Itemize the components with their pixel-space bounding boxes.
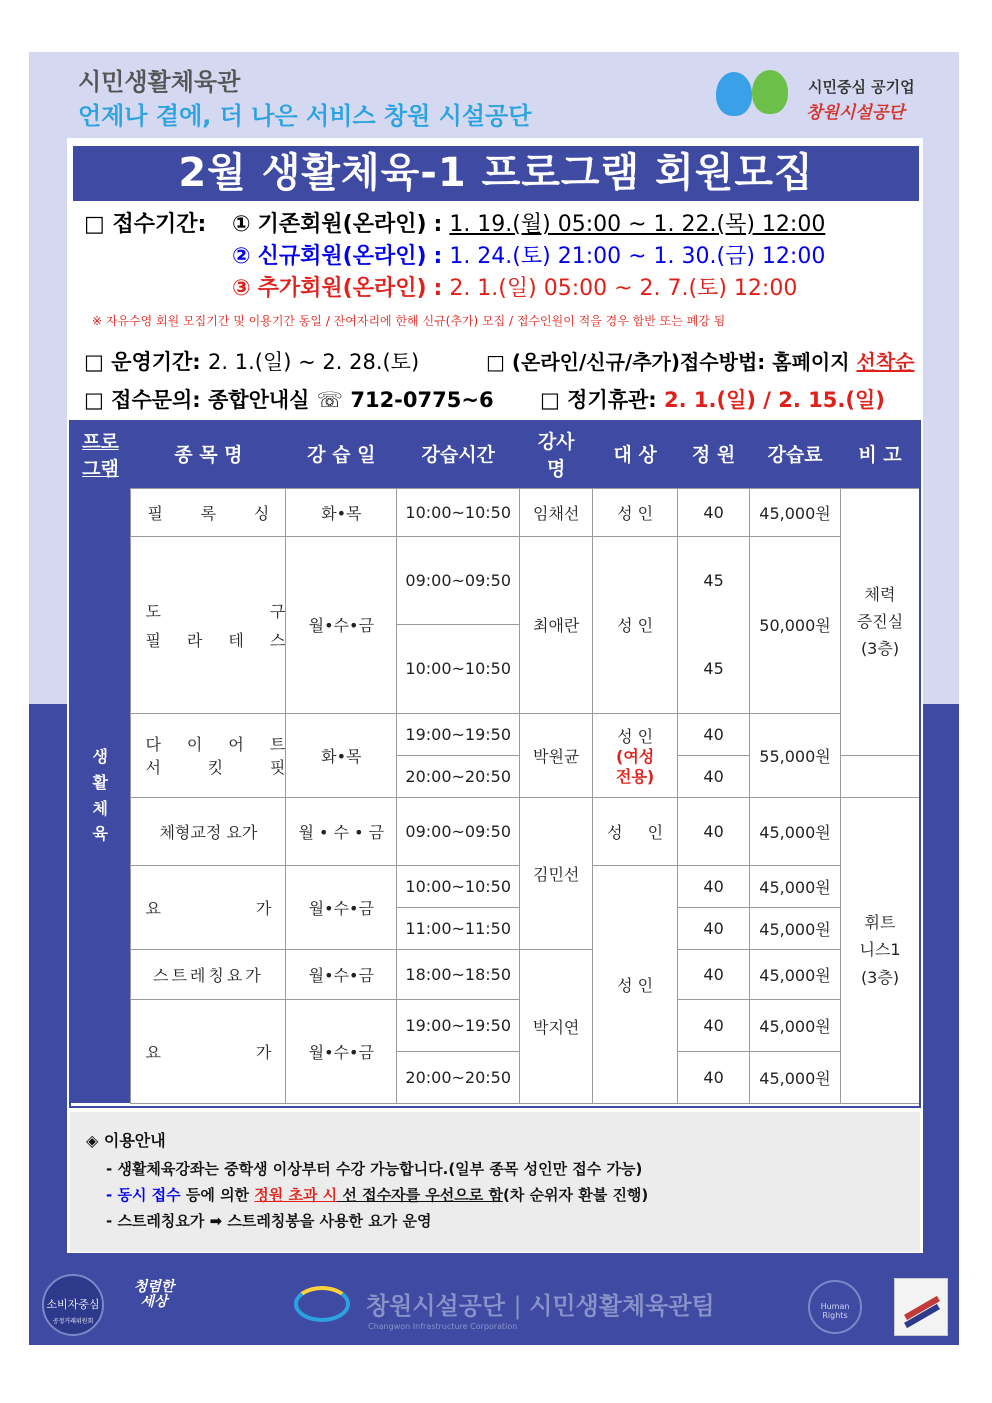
- program-capacity: 45: [678, 536, 750, 624]
- program-teacher: 박원균: [520, 713, 593, 797]
- program-fee: 45,000원: [750, 949, 841, 999]
- program-table: [70, 420, 920, 1104]
- program-name: 도 구 필 라 테 스: [131, 536, 286, 713]
- program-name: 요 가: [131, 999, 286, 1103]
- program-day: 화•목: [286, 488, 397, 536]
- program-name: 체형교정 요가: [131, 797, 286, 865]
- col-time: 강습시간: [397, 420, 520, 488]
- method-line: □ (온라인/신규/추가)접수방법: 홈페이지 선착순: [486, 350, 915, 374]
- slogan: 언제나 곁에, 더 나은 서비스 창원 시설공단: [78, 102, 532, 130]
- table-row: [70, 949, 920, 999]
- col-day: 강 습 일: [286, 420, 397, 488]
- col-name: 종 목 명: [131, 420, 286, 488]
- human-rights-badge: Human Rights: [808, 1280, 862, 1334]
- program-name: 요 가: [131, 865, 286, 949]
- col-remark: 비 고: [841, 420, 920, 488]
- program-fee: 45,000원: [750, 1051, 841, 1103]
- program-name: 스트레칭요가: [131, 949, 286, 999]
- table-row: [70, 536, 920, 624]
- program-time: 20:00~20:50: [397, 1051, 520, 1103]
- program-time: 10:00~10:50: [397, 865, 520, 907]
- program-name: 필 록 싱: [131, 488, 286, 536]
- corp-emblem-icon: [294, 1286, 350, 1322]
- integrity-badge: 청렴한 세상: [133, 1279, 175, 1311]
- program-teacher: 박지연: [520, 949, 593, 1103]
- corp-logo: [712, 62, 922, 132]
- program-fee: 45,000원: [750, 865, 841, 907]
- program-time: 10:00~10:50: [397, 488, 520, 536]
- program-teacher: 임채선: [520, 488, 593, 536]
- program-fee: 45,000원: [750, 488, 841, 536]
- program-time: 19:00~19:50: [397, 713, 520, 755]
- program-day: 월•수•금: [286, 865, 397, 949]
- program-target: 성 인: [593, 488, 678, 536]
- mascot-blue-icon: [716, 72, 752, 116]
- program-target: 성 인 (여성 전용): [593, 713, 678, 797]
- program-time: 09:00~09:50: [397, 797, 520, 865]
- col-capacity: 정 원: [678, 420, 750, 488]
- reception-line-1: ① 기존회원(온라인) : 1. 19.(월) 05:00 ~ 1. 22.(목) 12:00: [232, 212, 826, 237]
- program-time: 10:00~10:50: [397, 624, 520, 713]
- program-capacity: 40: [678, 865, 750, 907]
- program-fee: 45,000원: [750, 797, 841, 865]
- usage-guide: [70, 1112, 920, 1252]
- program-fee: 45,000원: [750, 999, 841, 1051]
- guide-line-3: - 스트레칭요가 ➡ 스트레칭봉을 사용한 요가 운영: [106, 1212, 432, 1230]
- guide-line-2: - 동시 접수 등에 의한 정원 초과 시 선 접수자를 우선으로 함(차 순위자 환불 진행): [106, 1186, 649, 1204]
- program-time: 09:00~09:50: [397, 536, 520, 624]
- program-day: 월 • 수 • 금: [286, 797, 397, 865]
- org-title: 시민생활체육관: [78, 68, 241, 96]
- program-capacity: 40: [678, 488, 750, 536]
- remark-cell: 체력 증진실 (3층): [841, 488, 920, 755]
- inquiry-line: □ 접수문의: 종합안내실 ☏ 712-0775~6: [84, 388, 494, 412]
- table-row: [70, 999, 920, 1051]
- closed-line: □ 정기휴관: 2. 1.(일) / 2. 15.(일): [540, 388, 885, 412]
- program-fee: 50,000원: [750, 536, 841, 713]
- footer-org-en: Changwon Infrastructure Corporation: [368, 1322, 518, 1331]
- phone-icon: ☏: [316, 388, 344, 412]
- page-title: 2월 생활체육-1 프로그램 회원모집: [73, 146, 919, 201]
- table-row: [70, 488, 920, 536]
- col-teacher: 강사 명: [520, 420, 593, 488]
- program-capacity: 40: [678, 1051, 750, 1103]
- col-program: 프로 그램: [70, 420, 131, 488]
- program-time: 19:00~19:50: [397, 999, 520, 1051]
- program-day: 화•목: [286, 713, 397, 797]
- mascot-green-icon: [752, 70, 788, 114]
- program-capacity: 40: [678, 999, 750, 1051]
- col-fee: 강습료: [750, 420, 841, 488]
- program-capacity: 40: [678, 907, 750, 949]
- guide-title: ◈ 이용안내: [86, 1131, 166, 1150]
- operation-line: □ 운영기간: 2. 1.(일) ~ 2. 28.(토): [84, 350, 420, 374]
- program-name: 다 이 어 트 서 킷 핏: [131, 713, 286, 797]
- program-day: 월•수•금: [286, 999, 397, 1103]
- program-fee: 45,000원: [750, 907, 841, 949]
- reception-label: □ 접수기간:: [84, 212, 207, 237]
- logo-line1: 시민중심 공기업: [808, 78, 915, 96]
- category-cell: 생 활 체 육: [70, 488, 131, 1103]
- program-day: 월•수•금: [286, 949, 397, 999]
- footer-org: 창원시설공단 | 시민생활체육관팀: [366, 1292, 715, 1320]
- program-time: 20:00~20:50: [397, 755, 520, 797]
- logo-line2: 창원시설공단: [806, 103, 905, 123]
- program-time: 18:00~18:50: [397, 949, 520, 999]
- col-target: 대 상: [593, 420, 678, 488]
- program-fee: 55,000원: [750, 713, 841, 797]
- notice-text: ※ 자유수영 회원 모집기간 및 이용기간 동일 / 잔여자리에 한해 신규(추가) 모집 / 접수인원이 적을 경우 합반 또는 폐강 됨: [92, 314, 726, 328]
- program-capacity: 40: [678, 755, 750, 797]
- program-capacity: 40: [678, 797, 750, 865]
- reception-line-2: ② 신규회원(온라인) : 1. 24.(토) 21:00 ~ 1. 30.(금) 12:00: [232, 244, 826, 269]
- reception-line-3: ③ 추가회원(온라인) : 2. 1.(일) 05:00 ~ 2. 7.(토) 12:00: [232, 276, 798, 301]
- consumer-badge: 소비자중심 공정거래위원회: [42, 1274, 104, 1336]
- program-teacher: 김민선: [520, 797, 593, 949]
- program-target: 성 인: [593, 797, 678, 865]
- program-day: 월•수•금: [286, 536, 397, 713]
- program-capacity: 40: [678, 949, 750, 999]
- table-header-row: [70, 420, 920, 488]
- remark-cell: 휘트 니스1 (3층): [841, 797, 920, 1103]
- guide-line-1: - 생활체육강좌는 중학생 이상부터 수강 가능합니다.(일부 종목 성인만 접수 가능): [106, 1160, 643, 1178]
- program-capacity: 45: [678, 624, 750, 713]
- certification-badge: [894, 1278, 948, 1336]
- table-row: [70, 713, 920, 755]
- program-target: 성 인: [593, 865, 678, 1103]
- program-capacity: 40: [678, 713, 750, 755]
- table-row: [70, 865, 920, 907]
- table-row: [70, 797, 920, 865]
- program-time: 11:00~11:50: [397, 907, 520, 949]
- program-target: 성 인: [593, 536, 678, 713]
- program-teacher: 최애란: [520, 536, 593, 713]
